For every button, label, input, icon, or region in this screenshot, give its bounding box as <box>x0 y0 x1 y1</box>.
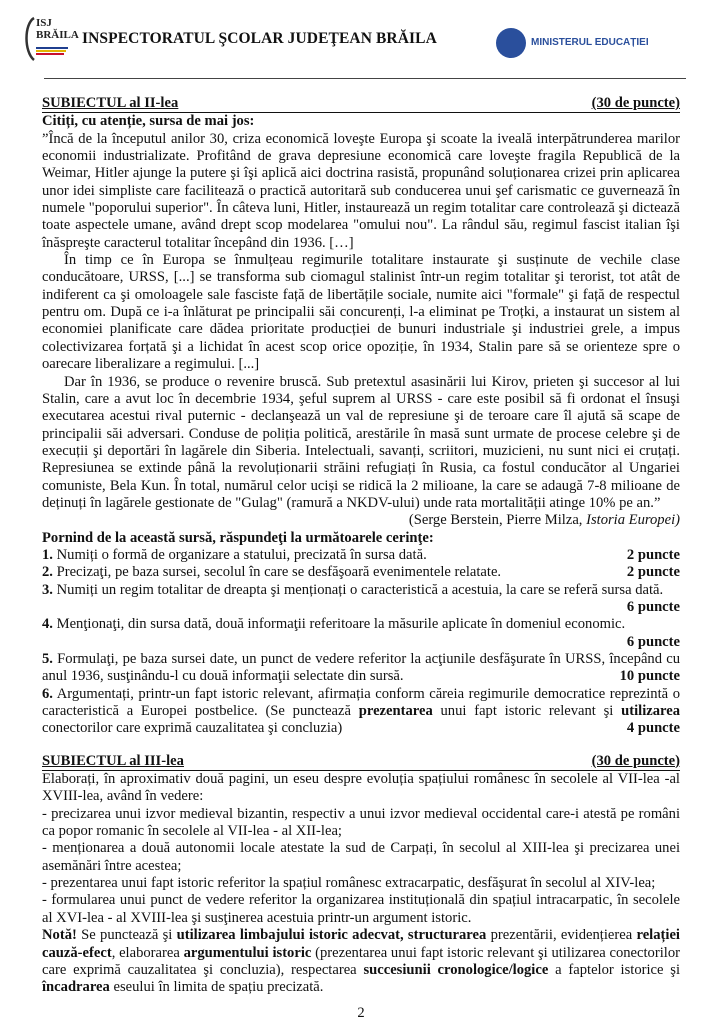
essay-requirement: - menționarea a două autonomii locale atestate la sud de Carpați, în secolul al XIII-lea şi precizarea unei asemănări între acestea; <box>42 840 680 874</box>
task-text: Formulaţi, pe baza sursei date, un punct de vedere referitor la acţiunile desfăşurate în URSS, începând cu anul 1936, susţinându-l cu două informaţii selectate din sursă. <box>42 651 680 685</box>
subject-3-title: SUBIECTUL al III-lea <box>42 752 184 769</box>
task-text: Menţionaţi, din sursa dată, două informaţii referitoare la măsurile aplicate în domeniul economic. <box>52 616 626 633</box>
note-bold-text: succesiunii cronologice/logice <box>363 961 549 978</box>
note-bold-text: Notă! <box>42 927 77 944</box>
note-text: (prezentarea unui fapt istoric relevant şi utilizarea conectorilor care exprimă cauzalitatea şi concluzia), respectarea <box>42 944 680 978</box>
source-paragraph: Dar în 1936, se produce o revenire bruscă. Sub pretextul asasinării lui Kirov, prieten şi succesor al lui Stalin, care a avut loc în decembrie 1934, şeful suprem al URSS - care este posibil să fi ordonat el însuşi executarea acestui rival puternic - declanşează un val de represiune şi de teroare care îl ajută să scape de principalii săi adversari. Conduse de poliția politică, arestările în masă sunt urmate de procese celebre şi de execuții şi deportări în lagărele din Siberia. Intelectuali, savanți, scriitori, muzicieni, nu sunt nici ei cruțați. Represiunea se extinde până la revoluționarii străini refugiați în Rusia, ca fostul conducător al Ungariei comuniste, Bela Kun. În total, numărul celor uciși se ridică la 2 milioane, la care se adaugă 7-8 milioane de deținuți în lagărele gestionate de "Gulag" (ramură a NKDV-ului) unde rata mortalității atinge 10% pe an.” <box>42 373 680 511</box>
note-text: a faptelor istorice şi <box>548 961 681 978</box>
exam-content <box>42 95 680 1022</box>
header-divider <box>44 78 686 79</box>
task-points: 2 puncte <box>626 546 680 563</box>
subject-2-points: (30 de puncte) <box>591 95 680 111</box>
task-text: conectorilor care exprimă cauzalitatea şi concluzia) <box>42 720 343 737</box>
essay-requirement: - precizarea unui izvor medieval bizantin, respectiv a unui izvor medieval occidental care-i atestă pe români ca popor romanic în secolele al VII-lea - al XII-lea; <box>42 805 680 840</box>
grading-note <box>42 927 680 996</box>
source-paragraph: În timp ce în Europa se înmulțeau regimurile totalitare instaurate şi susținute de vechile clase conducătoare, URSS, [...] se transforma sub ciomagul stalinist într-un regim totalitar şi terorist, tot atât de indiferent ca şi omoloagele sale fasciste față de libertățile sociale, numite aici "formale" şi față de respectul pentru om. După ce i-a înlăturat pe principalii săi concurenți, l-a eliminat pe Troțki, a instaurat un sistem al economiei planificate care dădea prioritate producției de bunuri industriale şi industriei grele, a impus colectivizarea forțată şi a lichidat în acest scop orice opoziție, în 1934, Stalin pare să se orienteze spre o oarecare liberalizare a regimului. [...] <box>42 252 680 373</box>
institution-name: INSPECTORATUL ŞCOLAR JUDEŢEAN BRĂILA <box>82 30 437 47</box>
task-item <box>42 547 680 564</box>
page-header <box>0 0 724 90</box>
ministry-emblem-icon <box>496 28 526 58</box>
note-text: Se punctează şi <box>76 927 177 944</box>
essay-requirement: - prezentarea unui fapt istoric referitor la spațiul românesc extracarpatic, desfăşurat în secolul al XIV-lea; <box>42 875 656 892</box>
task-points: 4 puncte <box>626 720 680 737</box>
task-item <box>42 564 680 581</box>
task-number: 6. <box>42 685 53 702</box>
note-text: eseului în limita de spațiu precizată. <box>109 979 324 996</box>
task-points: 10 puncte <box>619 668 680 685</box>
note-bold-text: relației cauză-efect <box>42 927 680 961</box>
essay-intro: Elaborați, în aproximativ două pagini, un eseu despre evoluția spațiului românesc în secolele al VII-lea -al XVIII-lea, având în vedere: <box>42 771 680 805</box>
note-bold-text: utilizarea limbajului istoric adecvat, structurarea <box>176 927 487 944</box>
task-text: unui fapt istoric relevant şi <box>432 703 622 720</box>
task-points: 6 puncte <box>626 633 680 650</box>
task-text-bold: utilizarea <box>621 703 681 720</box>
source-paragraph: ”Încă de la începutul anilor 30, criza economică loveşte Europa şi scoate la iveală interpătrunderea marilor economii industrializate. Profitând de grava depresiune economică care loveşte fragila Republică de la Weimar, Hitler ajunge la putere şi îşi aplică aici doctrina rasistă, propunând soluționarea crizei prin aplicarea unor idei simpliste care facilitează o practică autoritară sub conducerea unui şef carismatic ce guvernează în numele "poporului superior". În câteva luni, Hitler, instaurează un regim totalitar care controlează şi dictează toate aspectele umane, având drept scop modelarea "omului nou". La rândul său, regimul fascist italian îşi înăspreşte caracterul totalitar începând din 1936. […] <box>42 130 680 251</box>
task-number: 3. <box>42 581 53 598</box>
task-item <box>42 651 680 686</box>
task-number: 4. <box>42 616 53 633</box>
task-text: Precizaţi, pe baza sursei, secolul în care se desfăşoară evenimentele relatate. <box>52 564 502 581</box>
isj-logo-text: ISJ BRĂILA <box>36 17 79 41</box>
subject-3-heading <box>42 753 680 771</box>
subject-2-instruction: Citiți, cu atenție, sursa de mai jos: <box>42 113 255 130</box>
task-item <box>42 582 680 599</box>
note-bold-text: încadrarea <box>42 979 110 996</box>
ministry-name: MINISTERUL EDUCAȚIEI <box>531 37 649 48</box>
task-item <box>42 686 680 738</box>
task-number: 1. <box>42 546 53 563</box>
task-text-bold: prezentarea <box>358 703 433 720</box>
tasks-intro: Pornind de la această sursă, răspundeţi la următoarele cerinţe: <box>42 529 434 546</box>
source-citation <box>42 512 680 529</box>
task-points: 2 puncte <box>626 564 680 581</box>
task-number: 2. <box>42 564 53 581</box>
task-points: 6 puncte <box>626 598 680 615</box>
task-text: Numiți o formă de organizare a statului, precizată în sursa dată. <box>52 546 427 563</box>
note-bold-text: argumentului istoric <box>183 944 312 961</box>
page-number: 2 <box>357 1004 365 1021</box>
task-text: Argumentați, printr-un fapt istoric relevant, afirmația conform căreia regimurile democratice reprezintă o caracteristică a Europei postbelice. (Se punctează <box>42 685 680 720</box>
subject-2-heading <box>42 95 680 113</box>
note-text: prezentării, evidențierea <box>486 927 637 944</box>
task-text: Numiți un regim totalitar de dreapta şi menționați o caracteristică a acestuia, la care se referă sursa dată. <box>52 581 664 598</box>
task-item <box>42 616 680 633</box>
subject-2-title: SUBIECTUL al II-lea <box>42 95 179 111</box>
citation-title: Istoria Europei) <box>586 512 680 529</box>
task-number: 5. <box>42 651 53 667</box>
citation-authors: (Serge Berstein, Pierre Milza, <box>408 512 587 529</box>
note-text: , elaborarea <box>111 944 184 961</box>
subject-3-points: (30 de puncte) <box>591 752 680 769</box>
essay-requirement: - formularea unui punct de vedere referitor la organizarea instituțională din spațiul intracarpatic, în secolele al XVI-lea - al XVIII-lea şi susţinerea acestuia printr-un argument istoric. <box>42 892 680 926</box>
